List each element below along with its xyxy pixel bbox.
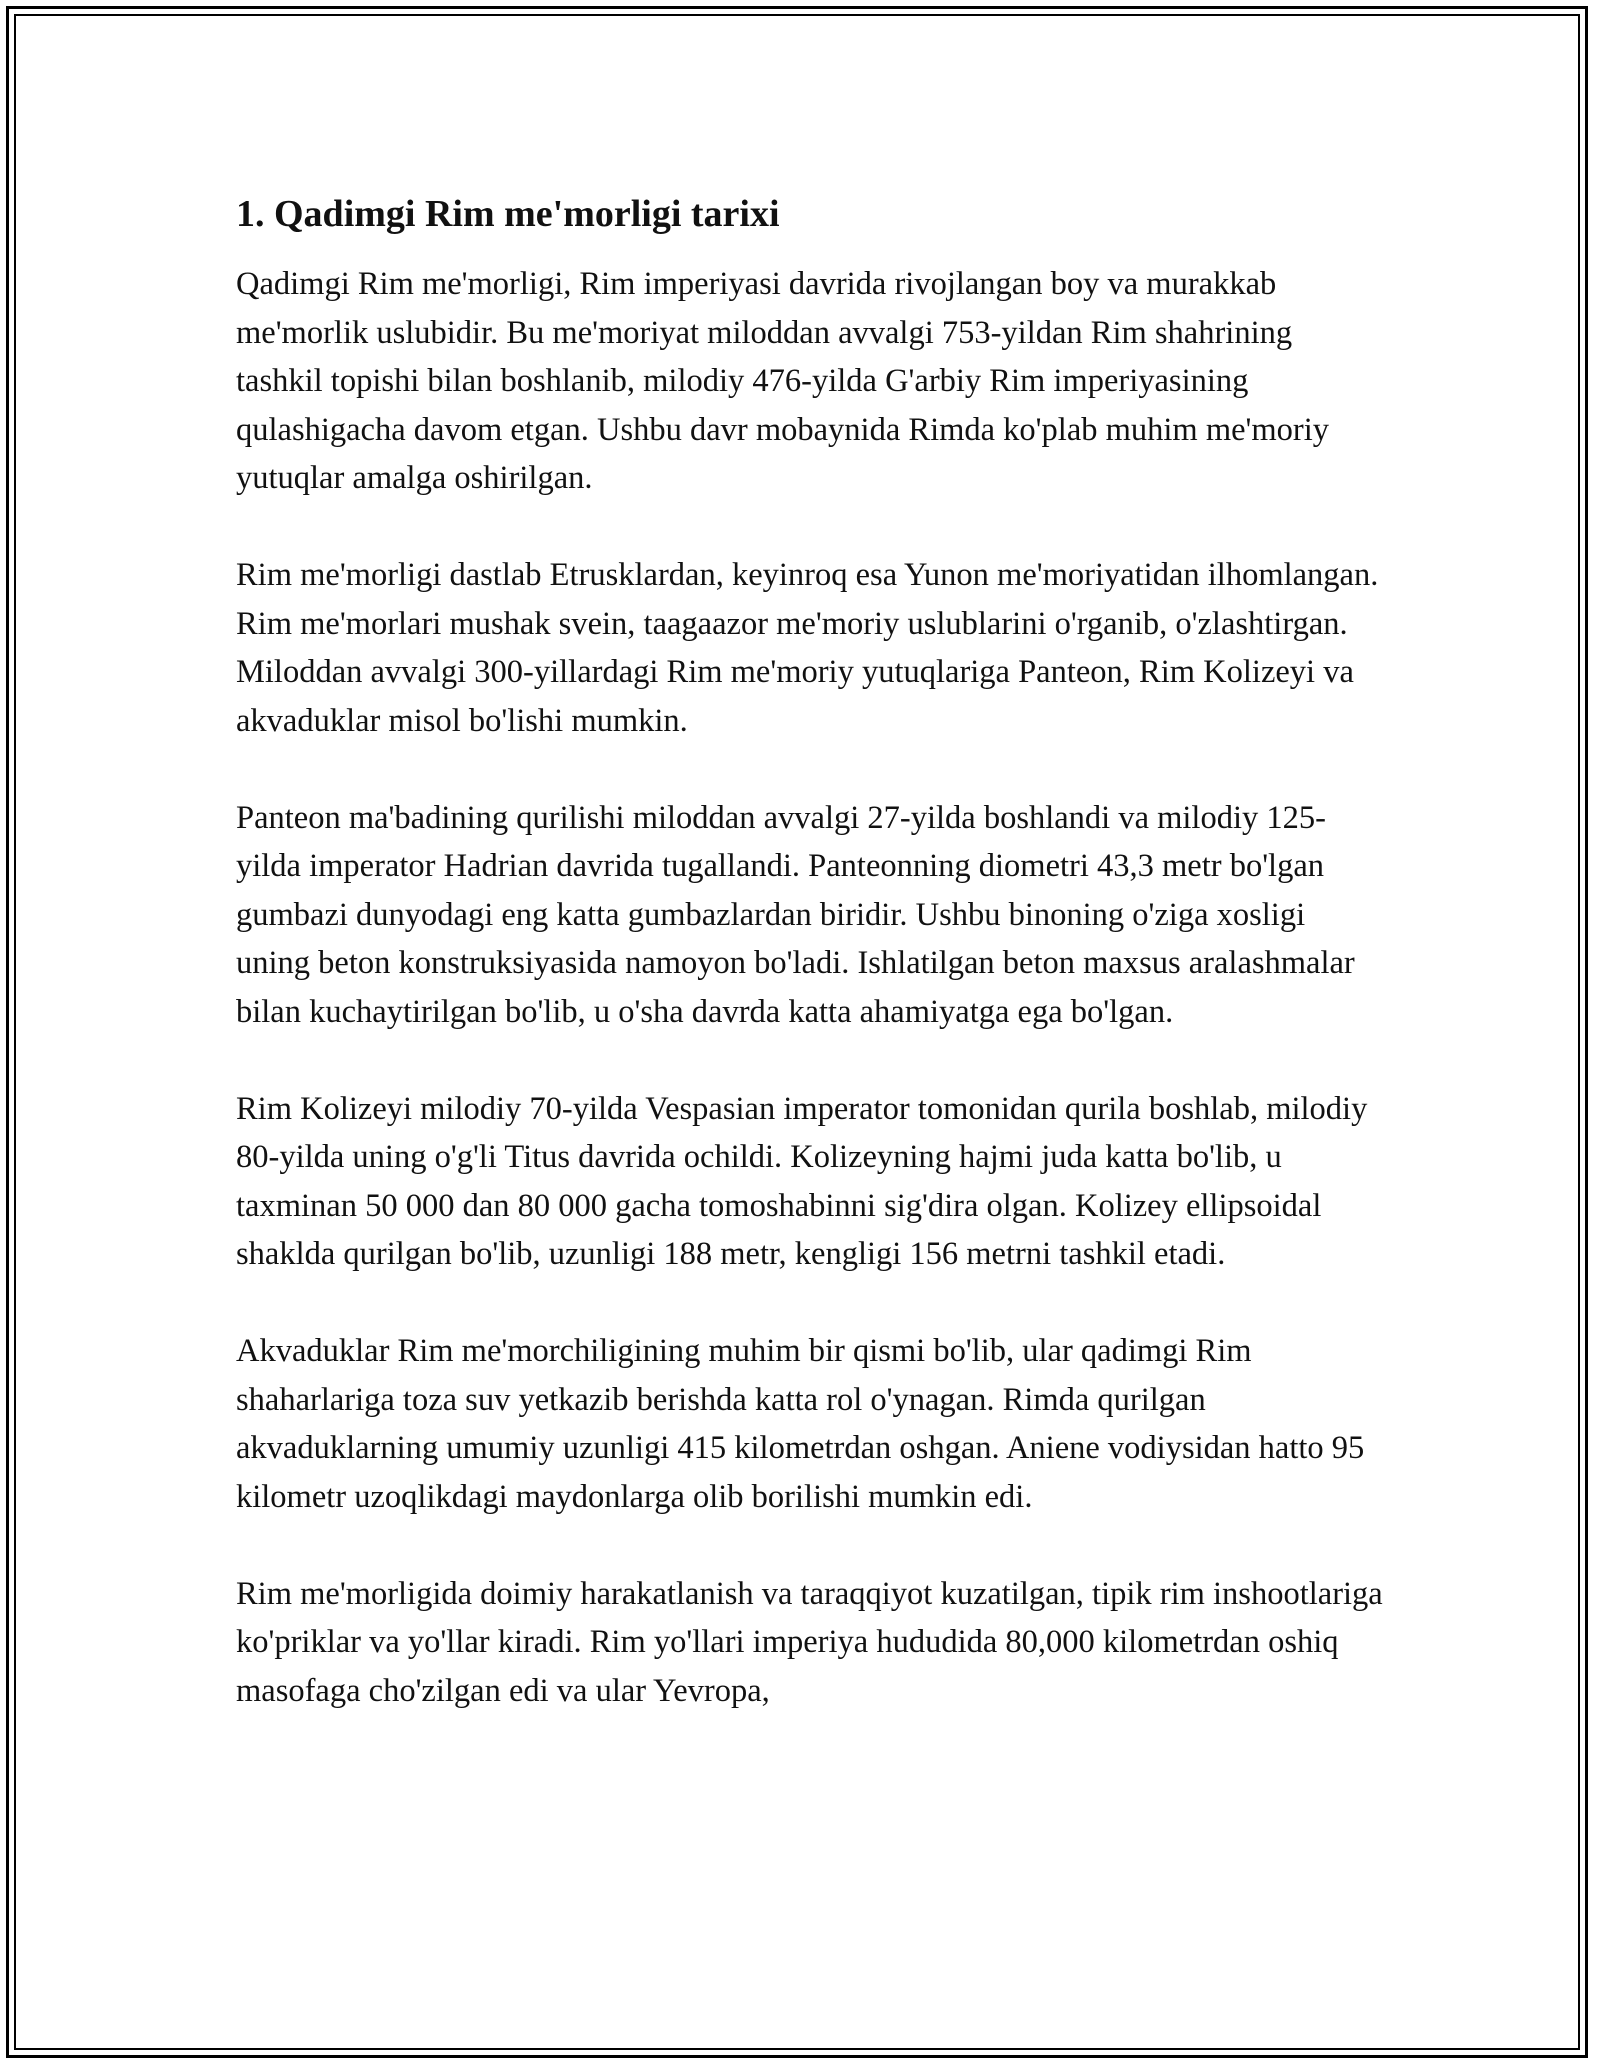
document-body <box>236 188 1386 1764</box>
section-title: 1. Qadimgi Rim me'morligi tarixi <box>236 193 780 235</box>
paragraph-6: Rim me'morligida doimiy harakatlanish va taraqqiyot kuzatilgan, tipik rim inshootlariga ko'priklar va yo'llar kiradi. Rim yo'llari imperiya hududida 80,000 kilometrdan oshiq masofaga cho'zilgan edi va ular Yevropa, <box>236 1575 1383 1709</box>
paragraph-5: Akvaduklar Rim me'morchiligining muhim bir qismi bo'lib, ular qadimgi Rim shaharlariga toza suv yetkazib berishda katta rol o'ynagan. Rimda qurilgan akvaduklarning umumiy uzunligi 415 kilometrdan oshgan. Aniene vodiysidan hatto 95 kilometr uzoqlikdagi maydonlarga olib borilishi mumkin edi. <box>236 1333 1365 1515</box>
paragraph-2: Rim me'morligi dastlab Etrusklardan, keyinroq esa Yunon me'moriyatidan ilhomlangan. Rim me'morlari mushak svein, taagaazor me'moriy uslublarini o'rganib, o'zlashtirgan. Miloddan avvalgi 300-yillardagi Rim me'moriy yutuqlariga Panteon, Rim Kolizeyi va akvaduklar misol bo'lishi mumkin. <box>236 557 1379 739</box>
paragraph-3: Panteon ma'badining qurilishi miloddan avvalgi 27-yilda boshlandi va milodiy 125-yilda imperator Hadrian davrida tugallandi. Panteonning diometri 43,3 metr bo'lgan gumbazi dunyodagi eng katta gumbazlardan biridir. Ushbu binoning o'ziga xosligi uning beton konstruksiyasida namoyon bo'ladi. Ishlatilgan beton maxsus aralashmalar bilan kuchaytirilgan bo'lib, u o'sha davrda katta ahamiyatga ega bo'lgan. <box>236 799 1355 1030</box>
paragraph-4: Rim Kolizeyi milodiy 70-yilda Vespasian imperator tomonidan qurila boshlab, milodiy 80-yilda uning o'g'li Titus davrida ochildi. Kolizeyning hajmi juda katta bo'lib, u taxminan 50 000 dan 80 000 gacha tomoshabinni sig'dira olgan. Kolizey ellipsoidal shaklda qurilgan bo'lib, uzunligi 188 metr, kengligi 156 metrni tashkil etadi. <box>236 1090 1368 1272</box>
paragraph-1: Qadimgi Rim me'morligi, Rim imperiyasi davrida rivojlangan boy va murakkab me'morlik uslubidir. Bu me'moriyat miloddan avvalgi 753-yildan Rim shahrining tashkil topishi bilan boshlanib, milodiy 476-yilda G'arbiy Rim imperiyasining qulashigacha davom etgan. Ushbu davr mobaynida Rimda ko'plab muhim me'moriy yutuqlar amalga oshirilgan. <box>236 266 1330 496</box>
